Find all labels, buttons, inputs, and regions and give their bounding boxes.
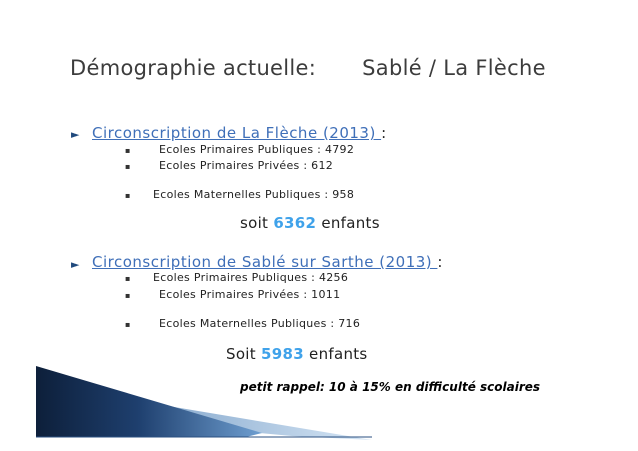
list-item: Ecoles Primaires Privées : 1011 <box>159 288 341 301</box>
list-item: Ecoles Primaires Privées : 612 <box>159 159 334 172</box>
small-square-icon: ▪ <box>125 320 131 329</box>
list-item: Ecoles Primaires Publiques : 4792 <box>159 143 355 156</box>
total-suffix: enfants <box>303 345 368 363</box>
list-item: Ecoles Maternelles Publiques : 958 <box>153 188 355 201</box>
list-item: Ecoles Primaires Publiques : 4256 <box>153 271 349 284</box>
total-suffix: enfants <box>316 214 380 232</box>
total-la-fleche <box>240 214 380 232</box>
title-place: Sablé / La Flèche <box>362 56 546 80</box>
small-square-icon: ▪ <box>125 162 131 171</box>
note-rappel: petit rappel: 10 à 15% en difficulté scolaires <box>240 380 541 394</box>
circonscription-la-fleche <box>92 124 387 142</box>
circonscription-link[interactable]: Circonscription de La Flèche (2013) <box>92 124 382 142</box>
colon: : <box>437 253 443 271</box>
small-square-icon: ▪ <box>125 146 131 155</box>
title-heading: Démographie actuelle: <box>70 56 317 80</box>
total-value: 5983 <box>261 345 304 363</box>
circonscription-sable <box>92 253 443 271</box>
total-sable <box>226 345 368 363</box>
small-square-icon: ▪ <box>125 191 131 200</box>
circonscription-link[interactable]: Circonscription de Sablé sur Sarthe (2013) <box>92 253 438 271</box>
small-square-icon: ▪ <box>125 274 131 283</box>
triangle-right-icon: ► <box>71 128 80 141</box>
list-item: Ecoles Maternelles Publiques : 716 <box>159 317 361 330</box>
colon: : <box>381 124 387 142</box>
triangle-right-icon: ► <box>71 258 80 271</box>
page-title <box>70 56 546 80</box>
total-prefix: Soit <box>226 345 262 363</box>
swoosh-dark-band <box>36 366 262 437</box>
total-value: 6362 <box>273 214 317 232</box>
total-prefix: soit <box>240 214 274 232</box>
small-square-icon: ▪ <box>125 291 131 300</box>
